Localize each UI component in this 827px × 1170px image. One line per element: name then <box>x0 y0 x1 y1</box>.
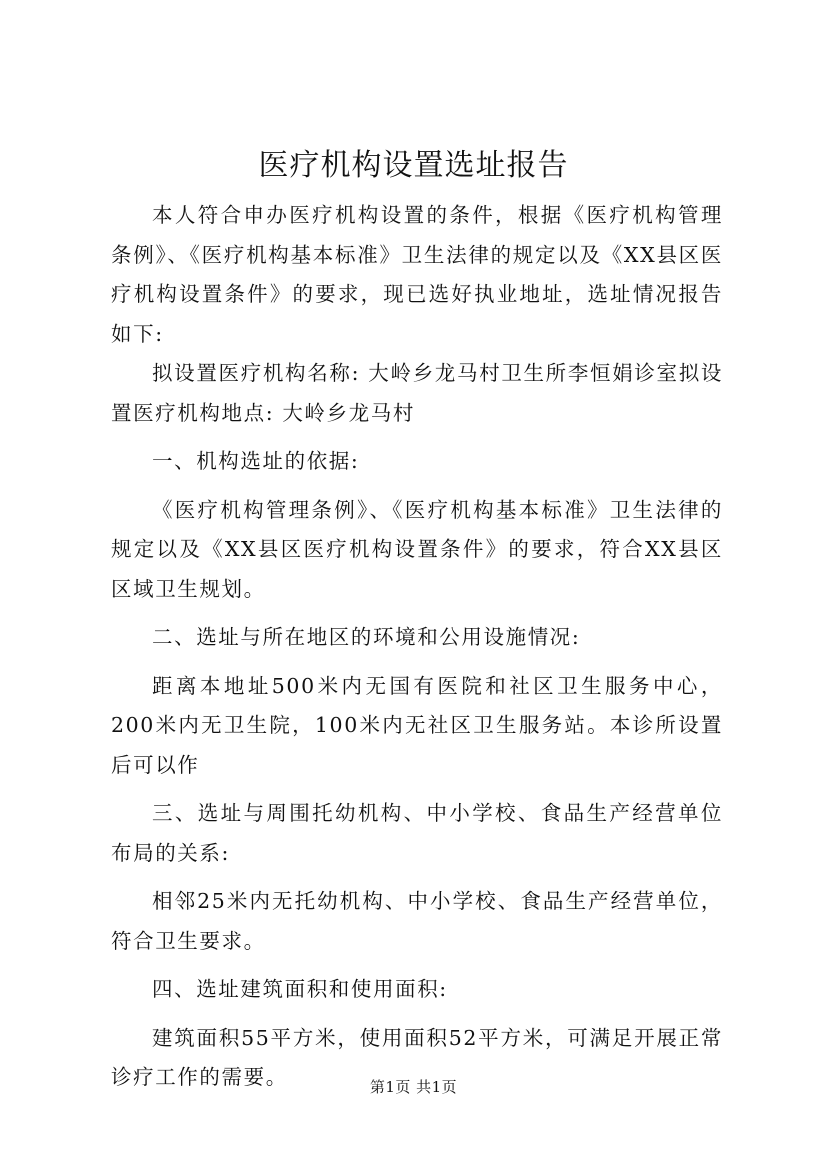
page-footer: 第1页 共1页 <box>369 1078 458 1096</box>
paragraph-section-2: 距离本地址500米内无国有医院和社区卫生服务中心，200米内无卫生院，100米内无社区卫生服务站。本诊所设置后可以作 <box>111 673 723 777</box>
paragraph-institution-name: 拟设置医疗机构名称: 大岭乡龙马村卫生所李恒娟诊室拟设置医疗机构地点: 大岭乡龙马村 <box>111 361 723 425</box>
heading-section-4: 四、选址建筑面积和使用面积: <box>152 977 448 1001</box>
paragraph-section-3: 相邻25米内无托幼机构、中小学校、食品生产经营单位，符合卫生要求。 <box>111 889 723 953</box>
paragraph-section-4: 建筑面积55平方米，使用面积52平方米，可满足开展正常诊疗工作的需要。 <box>111 1025 723 1089</box>
document-title: 医疗机构设置选址报告 <box>258 148 569 183</box>
document-body <box>111 196 723 1098</box>
paragraph-intro: 本人符合申办医疗机构设置的条件，根据《医疗机构管理条例》、《医疗机构基本标准》卫生法律的规定以及《XX县区医疗机构设置条件》的要求，现已选好执业地址，选址情况报告如下: <box>111 203 723 346</box>
paragraph-section-1: 《医疗机构管理条例》、《医疗机构基本标准》卫生法律的规定以及《XX县区医疗机构设置条件》的要求，符合XX县区区域卫生规划。 <box>111 497 723 601</box>
heading-section-1: 一、机构选址的依据: <box>152 449 360 473</box>
heading-section-3: 三、选址与周围托幼机构、中小学校、食品生产经营单位布局的关系: <box>111 801 723 865</box>
heading-section-2: 二、选址与所在地区的环境和公用设施情况: <box>152 625 581 649</box>
